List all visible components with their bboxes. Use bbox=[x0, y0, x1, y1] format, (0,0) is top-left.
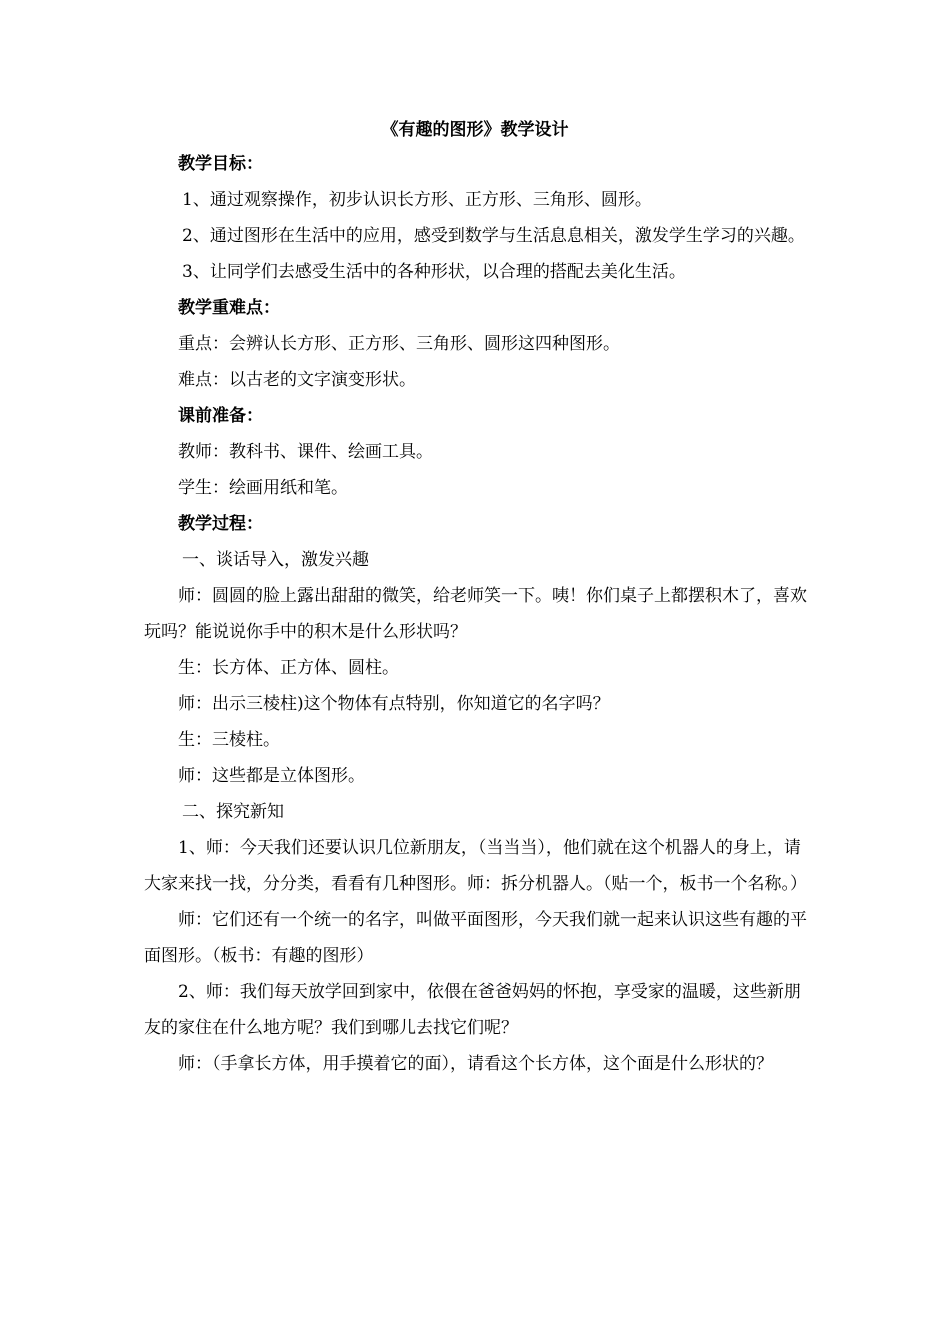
goal-2: 2、通过图形在生活中的应用，感受到数学与生活息息相关，激发学生学习的兴趣。 bbox=[182, 226, 805, 246]
goals-heading: 教学目标： bbox=[178, 154, 263, 174]
preparation-teacher: 教师：教科书、课件、绘画工具。 bbox=[178, 442, 433, 462]
step-2-paragraph: 1、师：今天我们还要认识几位新朋友，（当当当），他们就在这个机器人的身上，请大家来找一找，分分类，看看有几种图形。师：拆分机器人。（贴一个，板书一个名称。） bbox=[144, 838, 807, 894]
step-1-paragraph: 生：长方体、正方体、圆柱。 bbox=[178, 658, 399, 678]
step-1-paragraph: 师：这些都是立体图形。 bbox=[178, 766, 365, 786]
step-1-paragraph: 师：圆圆的脸上露出甜甜的微笑，给老师笑一下。咦！你们桌子上都摆积木了，喜欢玩吗？能说说你手中的积木是什么形状吗？ bbox=[144, 586, 807, 642]
step-1-paragraph: 生：三棱柱。 bbox=[178, 730, 280, 750]
step-2-paragraph: 师：它们还有一个统一的名字，叫做平面图形，今天我们就一起来认识这些有趣的平面图形。（板书：有趣的图形） bbox=[144, 910, 807, 966]
difficulty-point: 难点：以古老的文字演变形状。 bbox=[178, 370, 416, 390]
step-2-paragraph: 2、师：我们每天放学回到家中，依偎在爸爸妈妈的怀抱，享受家的温暖，这些新朋友的家住在什么地方呢？我们到哪儿去找它们呢？ bbox=[144, 982, 801, 1038]
process-heading: 教学过程： bbox=[178, 514, 263, 534]
goal-3: 3、让同学们去感受生活中的各种形状，以合理的搭配去美化生活。 bbox=[182, 262, 686, 282]
step-2-title: 二、探究新知 bbox=[182, 802, 284, 822]
key-point: 重点：会辨认长方形、正方形、三角形、圆形这四种图形。 bbox=[178, 334, 620, 354]
key-difficulty-heading: 教学重难点： bbox=[178, 298, 280, 318]
document-title: 《有趣的图形》教学设计 bbox=[381, 120, 569, 140]
document-body bbox=[144, 146, 809, 1082]
goal-1: 1、通过观察操作，初步认识长方形、正方形、三角形、圆形。 bbox=[182, 190, 652, 210]
step-1-title: 一、谈话导入，激发兴趣 bbox=[182, 550, 369, 570]
preparation-heading: 课前准备： bbox=[178, 406, 263, 426]
step-2-paragraph: 师：（手拿长方体，用手摸着它的面），请看这个长方体，这个面是什么形状的？ bbox=[178, 1054, 773, 1074]
step-1-paragraph: 师：出示三棱柱)这个物体有点特别，你知道它的名字吗？ bbox=[178, 694, 610, 714]
preparation-student: 学生：绘画用纸和笔。 bbox=[178, 478, 348, 498]
